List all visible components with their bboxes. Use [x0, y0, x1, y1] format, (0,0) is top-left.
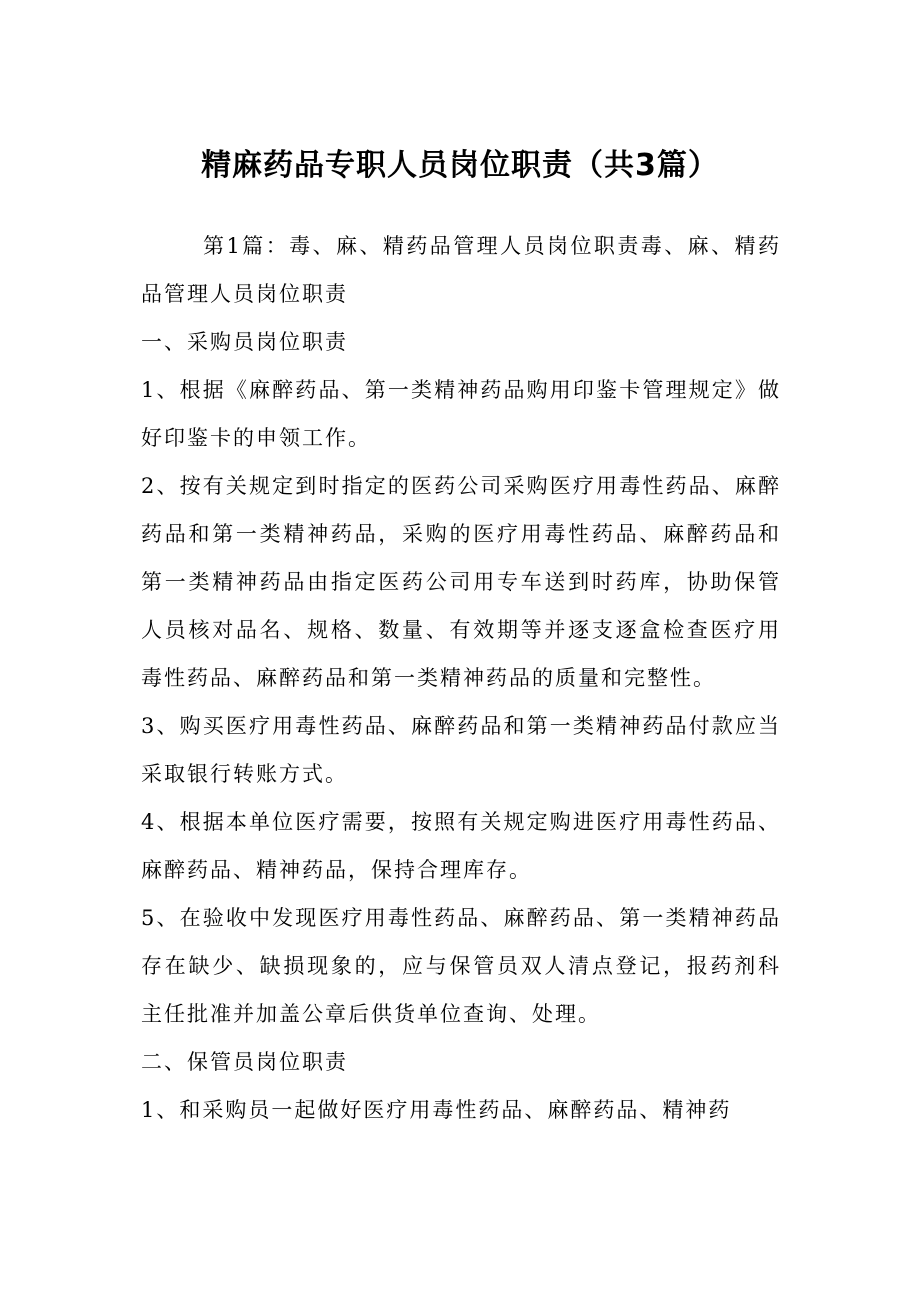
paragraph-item-5: 5、在验收中发现医疗用毒性药品、麻醉药品、第一类精神药品存在缺少、缺损现象的，应与保管员双人清点登记，报药剂科主任批准并加盖公章后供货单位查询、处理。 [141, 906, 781, 1026]
document-title: 精麻药品专职人员岗位职责（共3篇） [201, 148, 719, 183]
paragraph-intro: 第1篇：毒、麻、精药品管理人员岗位职责毒、麻、精药品管理人员岗位职责 [141, 234, 781, 306]
section-heading-keeper: 二、保管员岗位职责 [141, 1050, 348, 1074]
paragraph-item-2: 2、按有关规定到时指定的医药公司采购医疗用毒性药品、麻醉药品和第一类精神药品，采购的医疗用毒性药品、麻醉药品和第一类精神药品由指定医药公司用专车送到时药库，协助保管人员核对品名、规格、数量、有效期等并逐支逐盒检查医疗用毒性药品、麻醉药品和第一类精神药品的质量和完整性。 [141, 474, 781, 690]
section-heading-purchaser: 一、采购员岗位职责 [141, 330, 348, 354]
paragraph-item-4: 4、根据本单位医疗需要，按照有关规定购进医疗用毒性药品、麻醉药品、精神药品，保持合理库存。 [141, 810, 781, 882]
paragraph-item-1: 1、根据《麻醉药品、第一类精神药品购用印鉴卡管理规定》做好印鉴卡的申领工作。 [141, 378, 781, 450]
document-body [141, 222, 781, 1134]
paragraph-keeper-item-1: 1、和采购员一起做好医疗用毒性药品、麻醉药品、精神药 [141, 1098, 732, 1122]
paragraph-item-3: 3、购买医疗用毒性药品、麻醉药品和第一类精神药品付款应当采取银行转账方式。 [141, 714, 781, 786]
